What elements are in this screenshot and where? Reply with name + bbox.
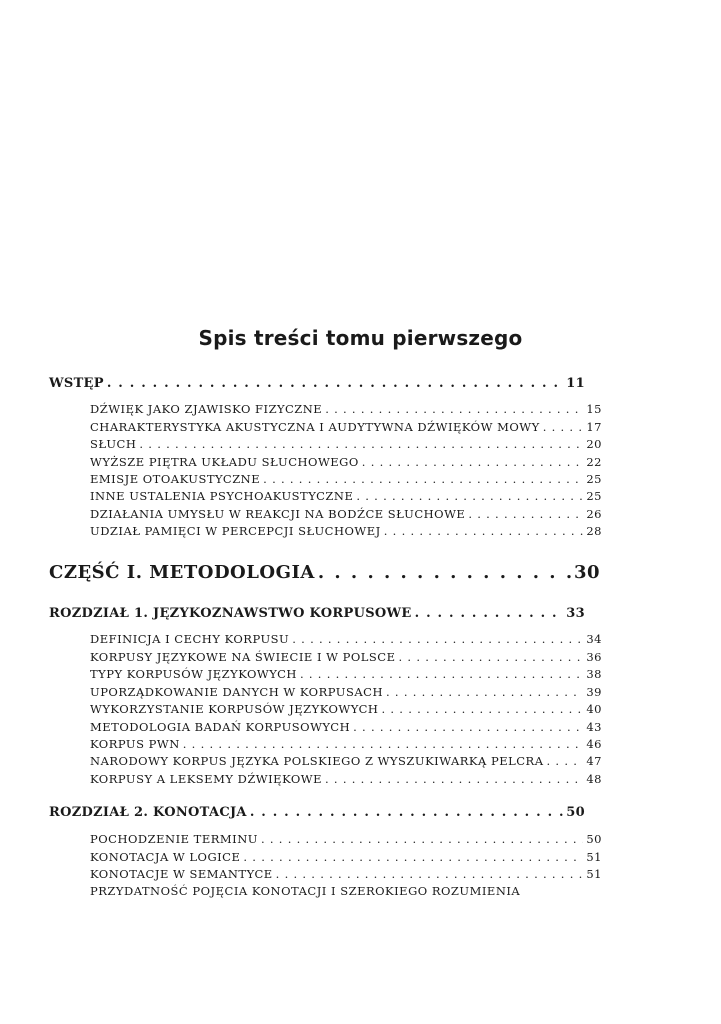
toc-entry-title: KONOTACJE W SEMANTYCE bbox=[90, 867, 273, 881]
toc-page-number: 15 bbox=[586, 402, 602, 416]
toc-entry-title: UPORZĄDKOWANIE DANYCH W KORPUSACH bbox=[90, 685, 383, 699]
toc-chapter-entry bbox=[49, 376, 585, 391]
toc-page-number: 40 bbox=[586, 702, 602, 716]
toc-entry bbox=[90, 472, 602, 486]
toc-entry bbox=[90, 650, 602, 664]
dot-leader bbox=[381, 702, 583, 716]
dot-leader bbox=[399, 650, 584, 664]
dot-leader bbox=[250, 805, 563, 820]
toc-entry bbox=[90, 832, 602, 846]
dot-leader bbox=[263, 472, 583, 486]
toc-page-number: 33 bbox=[566, 606, 585, 621]
toc-page-number: 34 bbox=[586, 632, 602, 646]
dot-leader bbox=[292, 632, 583, 646]
dot-leader bbox=[107, 376, 563, 391]
dot-leader bbox=[243, 850, 583, 864]
toc-entry-title: UDZIAŁ PAMIĘCI W PERCEPCJI SŁUCHOWEJ bbox=[90, 524, 381, 538]
toc-page-number: 36 bbox=[586, 650, 602, 664]
toc-entry bbox=[90, 867, 602, 881]
toc-entry bbox=[90, 632, 602, 646]
dot-leader bbox=[547, 754, 584, 768]
toc-entry-title: WSTĘP bbox=[49, 376, 104, 391]
toc-entry-title: DZIAŁANIA UMYSŁU W REAKCJI NA BODŹCE SŁUCHOWE bbox=[90, 507, 466, 521]
toc-entry bbox=[90, 737, 602, 751]
toc-entry bbox=[90, 702, 602, 716]
toc-entry bbox=[90, 667, 602, 681]
dot-leader bbox=[543, 420, 583, 434]
toc-entry bbox=[90, 420, 602, 434]
toc-entry-title: KORPUSY A LEKSEMY DŹWIĘKOWE bbox=[90, 772, 322, 786]
page-title: Spis treści tomu pierwszego bbox=[198, 326, 523, 350]
toc-page-number: 25 bbox=[586, 472, 602, 486]
dot-leader bbox=[318, 562, 571, 583]
toc-entry bbox=[90, 402, 602, 416]
toc-entry-title: CHARAKTERYSTYKA AKUSTYCZNA I AUDYTYWNA DŹWIĘKÓW MOWY bbox=[90, 420, 540, 434]
toc-page-number: 20 bbox=[586, 437, 602, 451]
toc-entry-title: CZĘŚĆ I. METODOLOGIA bbox=[49, 562, 315, 583]
toc-entry-title: TYPY KORPUSÓW JĘZYKOWYCH bbox=[90, 667, 297, 681]
toc-entry-title: DŹWIĘK JAKO ZJAWISKO FIZYCZNE bbox=[90, 402, 323, 416]
dot-leader bbox=[362, 455, 583, 469]
toc-page-number: 43 bbox=[586, 720, 602, 734]
toc-page-number: 22 bbox=[586, 455, 602, 469]
dot-leader bbox=[384, 524, 583, 538]
toc-entry bbox=[90, 437, 602, 451]
toc-page-number: 50 bbox=[586, 832, 602, 846]
toc-page-number: 46 bbox=[586, 737, 602, 751]
toc-entry bbox=[90, 850, 602, 864]
toc-entry-title: WYŻSZE PIĘTRA UKŁADU SŁUCHOWEGO bbox=[90, 455, 359, 469]
toc-entry-title: POCHODZENIE TERMINU bbox=[90, 832, 258, 846]
toc-entry-title: INNE USTALENIA PSYCHOAKUSTYCZNE bbox=[90, 489, 354, 503]
toc-page-number: 47 bbox=[586, 754, 602, 768]
toc-entry bbox=[90, 524, 602, 538]
toc-entry-title: METODOLOGIA BADAŃ KORPUSOWYCH bbox=[90, 720, 351, 734]
toc-page-number: 51 bbox=[586, 867, 602, 881]
dot-leader bbox=[356, 489, 583, 503]
dot-leader bbox=[415, 606, 564, 621]
dot-leader bbox=[300, 667, 583, 681]
toc-entry-title: EMISJE OTOAKUSTYCZNE bbox=[90, 472, 261, 486]
toc-entry-title: NARODOWY KORPUS JĘZYKA POLSKIEGO Z WYSZUKIWARKĄ PELCRA bbox=[90, 754, 544, 768]
toc-entry-title: PRZYDATNOŚĆ POJĘCIA KONOTACJI I SZEROKIEGO ROZUMIENIA bbox=[90, 884, 521, 898]
toc-page-number: 39 bbox=[586, 685, 602, 699]
toc-entry-title: DEFINICJA I CECHY KORPUSU bbox=[90, 632, 290, 646]
dot-leader bbox=[139, 437, 583, 451]
dot-leader bbox=[325, 772, 583, 786]
toc-entry-title: WYKORZYSTANIE KORPUSÓW JĘZYKOWYCH bbox=[90, 702, 379, 716]
toc-page-number: 25 bbox=[586, 489, 602, 503]
toc-entry-title: ROZDZIAŁ 2. KONOTACJA bbox=[49, 805, 247, 820]
toc-entry-title: ROZDZIAŁ 1. JĘZYKOZNAWSTWO KORPUSOWE bbox=[49, 606, 412, 621]
toc-entry bbox=[90, 754, 602, 768]
dot-leader bbox=[353, 720, 583, 734]
toc-page-number: 17 bbox=[586, 420, 602, 434]
toc-page-number: 28 bbox=[586, 524, 602, 538]
toc-entry bbox=[90, 772, 602, 786]
dot-leader bbox=[276, 867, 583, 881]
toc-entry bbox=[90, 685, 602, 699]
toc-entry-title: KONOTACJA W LOGICE bbox=[90, 850, 241, 864]
toc-page-number: 51 bbox=[586, 850, 602, 864]
toc-entry bbox=[90, 507, 602, 521]
toc-entry bbox=[90, 720, 602, 734]
toc-chapter-entry bbox=[49, 805, 585, 820]
dot-leader bbox=[183, 737, 583, 751]
toc-entry-title: KORPUSY JĘZYKOWE NA ŚWIECIE I W POLSCE bbox=[90, 650, 396, 664]
toc-entry-title: SŁUCH bbox=[90, 437, 137, 451]
toc-entry-title: KORPUS PWN bbox=[90, 737, 180, 751]
toc-page-number: 11 bbox=[566, 376, 585, 391]
toc-page-number: 50 bbox=[566, 805, 585, 820]
toc-entry bbox=[90, 884, 520, 898]
toc-page-number: 26 bbox=[586, 507, 602, 521]
toc-page-number: 48 bbox=[586, 772, 602, 786]
toc-page-number: 38 bbox=[586, 667, 602, 681]
dot-leader bbox=[468, 507, 583, 521]
dot-leader bbox=[386, 685, 583, 699]
dot-leader bbox=[325, 402, 583, 416]
toc-chapter-entry bbox=[49, 606, 585, 621]
toc-entry bbox=[90, 489, 602, 503]
toc-entry bbox=[90, 455, 602, 469]
dot-leader bbox=[261, 832, 583, 846]
toc-page-number: 30 bbox=[573, 562, 600, 583]
toc-part-entry bbox=[49, 562, 600, 583]
